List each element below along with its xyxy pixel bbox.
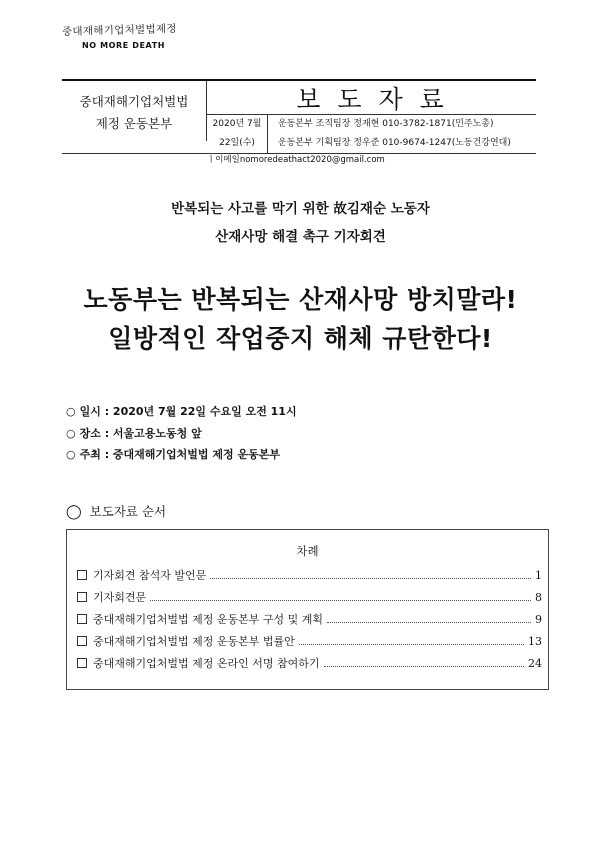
bullet-circle: ○: [66, 427, 76, 440]
bullet-circle: ○: [66, 405, 76, 418]
toc-item-label: 기자회견문: [93, 591, 147, 604]
subtitle-line-1: 반복되는 사고를 막기 위한 故김재순 노동자: [171, 201, 430, 217]
bullet-circle: ○: [66, 448, 76, 461]
dot-leader: [327, 622, 531, 623]
toc-item[interactable]: [77, 611, 542, 627]
dot-leader: [210, 578, 531, 579]
contact-2: 운동본부 기획팀장 정우준 010-9674-1247(노동건강연대): [278, 138, 511, 148]
toc-title: 차례: [296, 544, 319, 558]
toc-item[interactable]: [77, 633, 542, 649]
campaign-logo: [62, 24, 202, 50]
info-date: ○ 일시 : 2020년 7월 22일 수요일 오전 11시: [66, 405, 297, 418]
table-of-contents: [66, 529, 549, 690]
bullet-circle: ◯: [66, 504, 82, 520]
logo-text-english: NO MORE DEATH: [82, 41, 166, 50]
section-heading: ◯ 보도자료 순서: [66, 504, 167, 520]
toc-item[interactable]: [77, 567, 542, 583]
contact-1: 운동본부 조직팀장 정재현 010-3782-1871(민주노총): [278, 119, 494, 129]
checkbox-icon: [77, 636, 87, 646]
toc-item-label: 중대재해기업처벌법 제정 운동본부 구성 및 계획: [93, 613, 324, 626]
toc-item-label: 기자회견 참석자 발언문: [93, 569, 207, 582]
organization-name: 중대재해기업처벌법 제정 운동본부: [62, 81, 207, 141]
checkbox-icon: [77, 614, 87, 624]
press-release-header: [62, 79, 536, 154]
toc-item-label: 중대재해기업처벌법 제정 운동본부 법률안: [93, 635, 295, 648]
info-location: ○ 장소 : 서울고용노동청 앞: [66, 427, 202, 440]
checkbox-icon: [77, 658, 87, 668]
release-date: 2020년 7월 22일(수): [207, 115, 268, 153]
info-host: ○ 주최 : 중대재해기업처벌법 제정 운동본부: [66, 448, 280, 461]
toc-item-page: 1: [535, 568, 542, 582]
checkbox-icon: [77, 570, 87, 580]
toc-item-page: 8: [535, 590, 542, 604]
dot-leader: [150, 600, 531, 601]
contact-email: ㅣ이메일nomoredeathact2020@gmail.com: [207, 155, 385, 165]
headline-line-1: 노동부는 반복되는 산재사망 방치말라!: [83, 285, 518, 314]
document-title: 보도자료: [207, 81, 536, 115]
toc-item[interactable]: [77, 655, 542, 671]
toc-item[interactable]: [77, 589, 542, 605]
logo-text-korean: 중대재해기업처벌법제정: [61, 22, 178, 38]
toc-item-label: 중대재해기업처벌법 제정 온라인 서명 참여하기: [93, 657, 320, 670]
toc-item-page: 13: [528, 634, 542, 648]
dot-leader: [299, 644, 524, 645]
headline-line-2: 일방적인 작업중지 해체 규탄한다!: [108, 324, 493, 353]
toc-item-page: 9: [535, 612, 542, 626]
subtitle-line-2: 산재사망 해결 촉구 기자회견: [215, 229, 386, 245]
toc-item-page: 24: [528, 656, 542, 670]
checkbox-icon: [77, 592, 87, 602]
dot-leader: [324, 666, 524, 667]
contact-list: [268, 115, 536, 153]
